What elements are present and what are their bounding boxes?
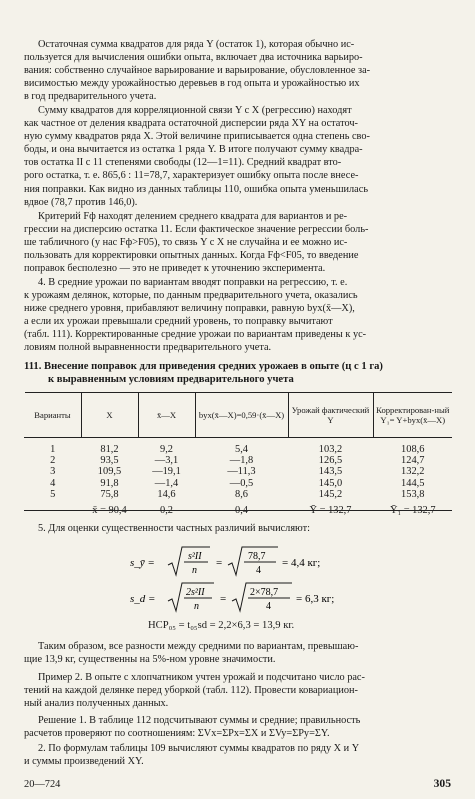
page-number: 305 xyxy=(433,777,451,790)
header-variants: Варианты xyxy=(25,393,82,438)
table-row: 4 91,8 —1,4 —0,5 145,0 144,5 xyxy=(50,477,425,489)
table-title: 111. Внесение поправок для приведения средних урожаев в опыте (ц с 1 га) к выравненным условиям предварительного учета xyxy=(24,361,383,385)
formula-sd xyxy=(130,581,380,619)
header-actual-yield: Урожай фактический Y xyxy=(288,393,373,438)
table-row: 3 109,5 —19,1 —11,3 143,5 132,2 xyxy=(50,466,425,478)
table-row: 2 93,5 —3,1 —1,8 126,5 124,7 xyxy=(50,455,425,467)
table-row: 1 81,2 9,2 5,4 103,2 108,6 xyxy=(50,444,425,455)
equals-sign: = xyxy=(220,593,227,605)
formula-sy xyxy=(130,545,370,583)
table-header-row xyxy=(25,393,453,438)
paragraph-corrections: 4. В средние урожаи по вариантам вводят поправки на регрессию, т. е. к урожаям делянок, которые, по данным предварительного учета, оказались ниже среднего уровня, прибавляют величину поправки, равную byx(x̄—X), а если их урожаи превышали средний уровень, то поправку вычитают (табл. 111). Корректированные средние урожаи по вариантам приведены к ус- ловиям полной выравненности предварительного учета. xyxy=(24,277,367,354)
formula-sy-den2: 4 xyxy=(256,565,261,576)
equals-sign: = xyxy=(216,557,223,569)
header-correction: byx(x̄—X)=0,59·(x̄—X) xyxy=(195,393,288,438)
formula-sy-num2: 78,7 xyxy=(248,551,266,562)
formula-sd-num: 2s²II xyxy=(186,587,205,598)
paragraph-solution-2: 2. По формулам таблицы 109 вычисляют суммы квадратов по ряду X и Y и суммы произведений XY. xyxy=(24,743,360,768)
signature-mark: 20—724 xyxy=(24,779,61,790)
formula-sy-den: n xyxy=(192,565,197,576)
header-diff: x̄—X xyxy=(138,393,195,438)
point-5-intro: 5. Для оценки существенности частных различий вычисляют: xyxy=(38,523,310,534)
paragraph-regression: Сумму квадратов для корреляционной связи Y с X (регрессию) находят как частное от деления квадрата остаточной дисперсии ряда XY на остаточ- ную сумму квадратов ряда X. Этой величине приписывается одна степень сво- боды, и она вычитается из остатка 1 ряда Y. В итоге получают сумму квадра- тов остатка II с 11 степенями свободы (12—1=11). Средний квадрат вто- рого остатка, т. е. 865,6 : 11=78,7, характеризует ошибку опыта после внесе- ния поправки. Как видно из данных таблицы 110, ошибка опыта уменьшилась вдвое (78,7 против 146,0). xyxy=(24,105,370,208)
paragraph-solution-1: Решение 1. В таблице 112 подсчитывают суммы и средние; правильность расчетов проверяют по соотношениям: ΣVx=ΣPx=ΣX и ΣVy=ΣPy=ΣY. xyxy=(24,715,361,740)
paragraph-criterion: Критерий Fф находят делением среднего квадрата для вариантов и ре- грессии на дисперсию остатка 11. Если фактическое значение регрессии боль- ше табличного (у нас Fф>F05), то связь Y с X не случайна и ее можно ис- пользовать для корректировки опытных данных. Когда Fф<F05, то введение поправок бесполезно — это не приведет к уточнению эксперимента. xyxy=(24,211,369,275)
formula-sd-num2: 2×78,7 xyxy=(250,587,279,598)
formula-nsr: НСР₀₅ = t₀₅sd = 2,2×6,3 = 13,9 кг. xyxy=(148,620,295,631)
table-bottom-rule xyxy=(24,510,452,511)
header-x: X xyxy=(81,393,138,438)
formula-sd-lhs: s_d = xyxy=(130,593,156,605)
paragraph-residual-sum: Остаточная сумма квадратов для ряда Y (остаток 1), которая обычно ис- пользуется для вычисления ошибки опыта, включает два источника варьиро- вания: собственно случайное варьирование и варьирование, обусловленное за- висимостью между урожайностью деревьев в год опыта и урожайностью их в год предварительного учета. xyxy=(24,39,371,103)
formula-sy-lhs: s_ȳ = xyxy=(130,557,155,569)
formula-sd-den: n xyxy=(194,601,199,612)
paragraph-example-2: Пример 2. В опыте с хлопчатником учтен урожай и подсчитано число рас- тений на каждой делянке перед уборкой (табл. 112). Провести ковариацион- ный анализ полученных данных. xyxy=(24,672,365,710)
formula-sd-result: = 6,3 кг; xyxy=(296,593,335,605)
paragraph-conclusion: Таким образом, все разности между средними по вариантам, превышаю- щие 13,9 кг, существенны на 5%-ном уровне значимости. xyxy=(24,641,359,666)
formula-sy-result: = 4,4 кг; xyxy=(282,557,321,569)
corrections-table xyxy=(24,392,452,519)
formula-sy-num: s²II xyxy=(188,551,202,562)
formula-sd-den2: 4 xyxy=(266,601,271,612)
formula-sy-graphic xyxy=(130,545,370,579)
table-row: 5 75,8 14,6 8,6 145,2 153,8 xyxy=(50,488,425,500)
formula-sd-graphic xyxy=(130,581,380,615)
header-corrected-yield: Корректирован-ный Y₁= Y+byx(x̄—X) xyxy=(373,393,452,438)
